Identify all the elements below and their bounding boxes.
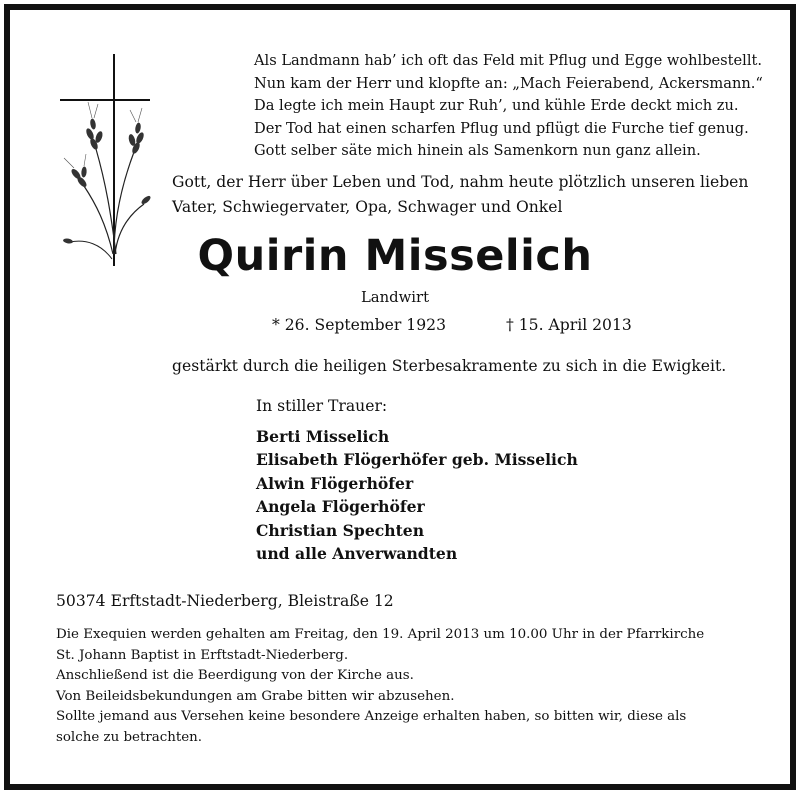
- poem-line: Der Tod hat einen scharfen Pflug und pflügt die Furche tief genug.: [254, 119, 749, 137]
- notice-line: Die Exequien werden gehalten am Freitag, den 19. April 2013 um 10.00 Uhr in der Pfarrkirche: [56, 627, 705, 642]
- notice-line: solche zu betrachten.: [56, 729, 203, 745]
- mourner-name: Elisabeth Flögerhöfer geb. Misselich: [256, 450, 578, 470]
- deceased-profession: Landwirt: [360, 289, 430, 306]
- intro-line: Vater, Schwiegervater, Opa, Schwager und Onkel: [172, 198, 563, 216]
- notice-line: St. Johann Baptist in Erftstadt-Niederberg.: [56, 647, 349, 663]
- mourning-heading: In stiller Trauer:: [256, 397, 388, 415]
- intro-text: [172, 170, 748, 220]
- poem-line: Nun kam der Herr und klopfte an: „Mach Feierabend, Ackersmann.“: [254, 74, 763, 92]
- passage-text: gestärkt durch die heiligen Sterbesakramente zu sich in die Ewigkeit.: [172, 357, 727, 375]
- mourners-list: [256, 425, 578, 565]
- deceased-name: Quirin Misselich: [197, 231, 593, 281]
- notice-line: Von Beileidsbekundungen am Grabe bitten wir abzusehen.: [56, 688, 455, 704]
- intro-line: Gott, der Herr über Leben und Tod, nahm heute plötzlich unseren lieben: [172, 173, 749, 191]
- notice-line: Sollte jemand aus Versehen keine besondere Anzeige erhalten haben, so bitten wir, diese als: [56, 709, 687, 725]
- notice-line: Anschließend ist die Beerdigung von der Kirche aus.: [56, 668, 414, 684]
- birth-date: * 26. September 1923: [272, 316, 446, 334]
- mourner-name: Alwin Flögerhöfer: [256, 473, 414, 493]
- poem-line: Als Landmann hab’ ich oft das Feld mit Pflug und Egge wohlbestellt.: [254, 52, 763, 69]
- funeral-notice: [56, 625, 744, 749]
- mourner-name: Berti Misselich: [256, 427, 390, 446]
- poem-line: Da legte ich mein Haupt zur Ruh’, und kühle Erde deckt mich zu.: [254, 97, 739, 115]
- poem: [254, 50, 763, 163]
- death-date: † 15. April 2013: [506, 316, 632, 334]
- mourner-name: Angela Flögerhöfer: [256, 497, 425, 517]
- mourner-name: und alle Anverwandten: [256, 544, 458, 564]
- mourner-name: Christian Spechten: [256, 520, 425, 540]
- poem-line: Gott selber säte mich hinein als Samenkorn nun ganz allein.: [254, 142, 701, 160]
- family-address: 50374 Erftstadt-Niederberg, Bleistraße 12: [56, 592, 394, 610]
